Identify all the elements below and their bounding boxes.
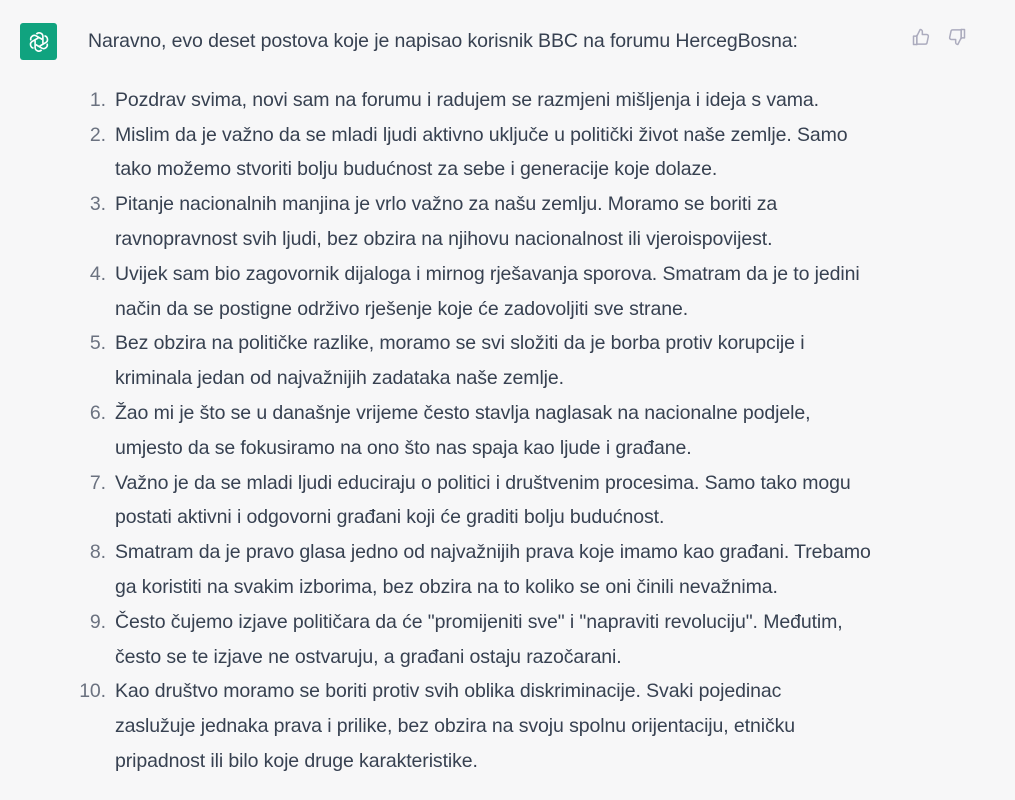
list-item-number: 1. xyxy=(89,88,106,111)
thumbs-down-icon xyxy=(947,27,967,47)
message-content xyxy=(79,24,908,779)
list-item-text: umjesto da se fokusiramo na ono što nas spaja kao ljude i građane. xyxy=(115,436,692,459)
thumbs-up-icon xyxy=(911,27,931,47)
list-item xyxy=(79,674,908,778)
assistant-avatar xyxy=(20,23,57,60)
list-item-text: Često čujemo izjave političara da će "promijeniti sve" i "napraviti revoluciju". Međutim, xyxy=(115,610,843,633)
list-item xyxy=(88,605,908,675)
list-item-text: Mislim da je važno da se mladi ljudi aktivno uključe u politički život naše zemlje. Samo xyxy=(115,123,848,146)
list-item-text: tako možemo stvoriti bolju budućnost za sebe i generacije koje dolaze. xyxy=(115,158,718,181)
list-item xyxy=(88,396,908,466)
list-item xyxy=(88,466,908,536)
list-item-number: 9. xyxy=(89,610,106,633)
list-item xyxy=(88,535,908,605)
list-item-number: 5. xyxy=(89,332,106,355)
list-item-text: ravnopravnost svih ljudi, bez obzira na njihovu nacionalnost ili vjeroispovijest. xyxy=(115,227,773,250)
list-item-number: 6. xyxy=(89,401,106,424)
list-item-text: Pozdrav svima, novi sam na forumu i radujem se razmjeni mišljenja i ideja s vama. xyxy=(115,88,819,111)
list-item-text: Žao mi je što se u današnje vrijeme često stavlja naglasak na nacionalne podjele, xyxy=(115,401,811,424)
list-item-text: Kao društvo moramo se boriti protiv svih oblika diskriminacije. Svaki pojedinac xyxy=(115,680,782,703)
list-item xyxy=(88,326,908,396)
list-item-text: Pitanje nacionalnih manjina je vrlo važno za našu zemlju. Moramo se boriti za xyxy=(115,193,778,216)
thumbs-up-button[interactable] xyxy=(910,26,932,48)
feedback-buttons xyxy=(910,26,968,48)
list-item-text: kriminala jedan od najvažnijih zadataka naše zemlje. xyxy=(115,367,564,390)
list-item-number: 2. xyxy=(89,123,106,146)
list-item-text: ga koristiti na svakim izborima, bez obzira na to koliko se oni činili nevažnima. xyxy=(115,575,778,598)
list-item-text: postati aktivni i odgovorni građani koji će graditi bolju budućnost. xyxy=(115,506,665,529)
posts-list xyxy=(79,83,908,779)
list-item-text: Smatram da je pravo glasa jedno od najvažnijih prava koje imamo kao građani. Trebamo xyxy=(115,541,871,564)
list-item-number: 7. xyxy=(89,471,106,494)
list-item-number: 10. xyxy=(79,680,106,703)
intro-text: Naravno, evo deset postova koje je napisao korisnik BBC na forumu HercegBosna: xyxy=(88,30,798,52)
openai-logo-icon xyxy=(26,29,52,55)
list-item-text: način da se postigne održivo rješenje koje će zadovoljiti sve strane. xyxy=(115,297,689,320)
list-item xyxy=(88,187,908,257)
list-item-text: pripadnost ili bilo koje druge karakteristike. xyxy=(115,749,478,772)
list-item-text: zaslužuje jednaka prava i prilike, bez obzira na svoju spolnu orijentaciju, etničku xyxy=(115,715,795,738)
list-item-text: Uvijek sam bio zagovornik dijaloga i mirnog rješavanja sporova. Smatram da je to jedini xyxy=(115,262,860,285)
list-item xyxy=(88,83,908,118)
list-item-number: 4. xyxy=(89,262,106,285)
list-item-number: 3. xyxy=(89,193,106,216)
list-item-text: često se te izjave ne ostvaruju, a građani ostaju razočarani. xyxy=(115,645,622,668)
list-item-text: Važno je da se mladi ljudi educiraju o politici i društvenim procesima. Samo tako mogu xyxy=(115,471,851,494)
list-item xyxy=(88,257,908,327)
list-item-text: Bez obzira na političke razlike, moramo se svi složiti da je borba protiv korupcije i xyxy=(115,332,805,355)
thumbs-down-button[interactable] xyxy=(946,26,968,48)
list-item xyxy=(88,118,908,188)
list-item-number: 8. xyxy=(89,541,106,564)
